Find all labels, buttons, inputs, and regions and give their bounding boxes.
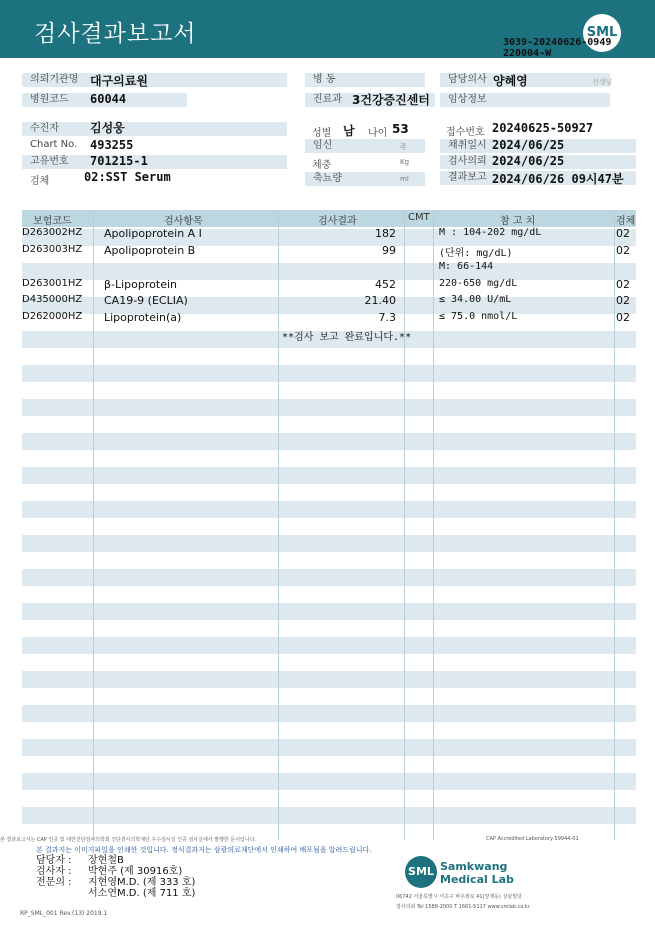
table-band [22, 773, 636, 790]
unique-no: 701215-1 [90, 154, 148, 168]
age-label: 나이 [368, 128, 388, 139]
col-header-result: 검사결과 [318, 216, 357, 227]
table-band [22, 637, 636, 654]
patient-name: 김성웅 [90, 121, 125, 135]
request-label: 검사의뢰 [440, 155, 636, 169]
lab-phone: 검사의뢰 Tel 1588-2000 T 1661-5117 www.smlab.co.kr [396, 904, 530, 910]
lab-name-1: Samkwang [440, 860, 508, 873]
dept-label: 진료과 [305, 93, 435, 107]
col-header-cmt: CMT [408, 212, 430, 223]
expert-label: 전문의 : [36, 877, 72, 888]
specimen-label: 검체 [30, 176, 50, 187]
table-band [22, 807, 636, 824]
row-code: D262000HZ [22, 311, 83, 322]
expert-2: 서소연M.D. (제 711 호) [88, 888, 196, 899]
table-band [22, 433, 636, 450]
row-reference: M: 66-144 [439, 261, 494, 272]
lab-name [440, 860, 514, 886]
col-divider [404, 210, 405, 840]
complete-note: **검사 보고 완료입니다.** [282, 332, 412, 343]
row-reference: (단위: mg/dL) [439, 248, 513, 259]
receipt-no: 20240625-50927 [492, 121, 594, 135]
report-id [503, 37, 611, 59]
report-id-line-2: 220004-W [503, 48, 552, 59]
row-specimen: 02 [616, 278, 630, 291]
row-reference: ≤ 75.0 nmol/L [439, 311, 518, 322]
col-header-specimen: 검체 [616, 216, 636, 227]
sex-label: 성별 [312, 128, 332, 139]
disclaimer: 본 결과보고서는 CAP 인증 및 대한진단검사의학회 진단검사의학재단 우수검사실 인증 검사실에서 발행한 문서입니다. [0, 837, 257, 843]
hospital-code-label: 병원코드 [22, 93, 187, 107]
weight-label: 체중 [312, 160, 332, 171]
col-header-item: 검사항목 [164, 216, 203, 227]
col-divider [614, 210, 615, 840]
tech: 장현철B [88, 855, 124, 866]
form-code: RP_SML_001 Rev.(13) 2019.1 [20, 910, 108, 917]
pregnancy-label: 임신 [305, 139, 425, 153]
table-band [22, 535, 636, 552]
row-reference: M : 104-202 mg/dL [439, 227, 542, 238]
col-divider [278, 210, 279, 840]
image-notice: 본 결과지는 이미지파일을 인쇄한 것입니다. 정식결과지는 삼광의료재단에서 인쇄하여 배포됨을 알려드립니다. [36, 846, 372, 854]
unique-no-label: 고유번호 [22, 155, 287, 169]
col-divider [433, 210, 434, 840]
expert-1: 지현영M.D. (제 333 호) [88, 877, 196, 888]
row-code: D263002HZ [22, 227, 83, 238]
row-result: 7.3 [378, 311, 396, 324]
table-band [22, 399, 636, 416]
examiner: 박현주 (제 30916호) [88, 866, 183, 877]
col-header-ref: 참 고 치 [500, 216, 536, 227]
row-item: Apolipoprotein A I [104, 227, 202, 240]
requesting-org-label: 의뢰기관명 [22, 73, 287, 87]
chart-no: 493255 [90, 138, 134, 152]
table-band [22, 603, 636, 620]
row-item: Lipoprotein(a) [104, 311, 182, 324]
sml-lab-logo: SML [405, 856, 437, 888]
row-reference: ≤ 34.00 U/mL [439, 294, 512, 305]
row-code: D263001HZ [22, 278, 83, 289]
request-date: 2024/06/25 [492, 154, 565, 168]
urine-unit: ml [400, 175, 409, 183]
row-item: Apolipoprotein B [104, 244, 196, 257]
table-band [22, 569, 636, 586]
hospital-code: 60044 [90, 92, 127, 106]
specimen: 02:SST Serum [84, 170, 171, 184]
table-band [22, 739, 636, 756]
doctor-suffix: 선생님 [592, 78, 613, 86]
collect-label: 채취일시 [440, 139, 636, 153]
report-id-line-1: 3039-20240626-0949 [503, 37, 612, 48]
col-header-code: 보험코드 [33, 216, 72, 227]
row-reference: 220-650 mg/dL [439, 278, 518, 289]
row-result: 21.40 [364, 294, 396, 307]
examiner-label: 검사자 : [36, 866, 72, 877]
report-title: 검사결과보고서 [34, 21, 197, 47]
cap-accreditation: CAP Accredited Laboratory 59944-01 [486, 836, 579, 842]
sml-logo: SML [583, 14, 621, 52]
row-specimen: 02 [616, 244, 630, 257]
clinical-label: 임상정보 [440, 93, 610, 107]
requesting-org: 대구의료원 [90, 74, 148, 88]
age: 53 [392, 122, 409, 136]
receipt-label: 접수번호 [446, 127, 485, 138]
row-code: D435000HZ [22, 294, 83, 305]
doctor: 양혜영 [493, 74, 528, 88]
row-item: β-Lipoprotein [104, 278, 177, 291]
urine-label: 축뇨량 [305, 172, 425, 186]
table-band [22, 671, 636, 688]
row-item: CA19-9 (ECLIA) [104, 294, 188, 307]
lab-name-2: Medical Lab [440, 873, 514, 886]
col-divider [93, 210, 94, 840]
table-band [22, 501, 636, 518]
sex: 남 [343, 124, 355, 138]
tech-label: 담당자 : [36, 855, 72, 866]
report-date: 2024/06/26 09시47분 [492, 172, 624, 186]
patient-label: 수진자 [22, 122, 287, 136]
row-code: D263003HZ [22, 244, 83, 255]
table-band [22, 705, 636, 722]
dept: 3건강증진센터 [352, 93, 430, 107]
weight-unit: Kg [400, 158, 410, 166]
table-band [22, 467, 636, 484]
row-result: 452 [375, 278, 396, 291]
row-specimen: 02 [616, 227, 630, 240]
row-result: 182 [375, 227, 396, 240]
pregnancy-unit: 주 [400, 143, 407, 151]
ward-label: 병 동 [305, 73, 425, 87]
row-specimen: 02 [616, 294, 630, 307]
lab-address: 06742 서울특별시 서초구 바우뫼로 41(양재동) 삼광빌딩 [396, 894, 522, 900]
collect-date: 2024/06/25 [492, 138, 565, 152]
chart-no-label: Chart No. [30, 139, 78, 150]
row-specimen: 02 [616, 311, 630, 324]
row-result: 99 [382, 244, 396, 257]
report-label: 결과보고 [440, 171, 636, 185]
table-band [22, 365, 636, 382]
doctor-label: 담당의사 [440, 73, 610, 87]
